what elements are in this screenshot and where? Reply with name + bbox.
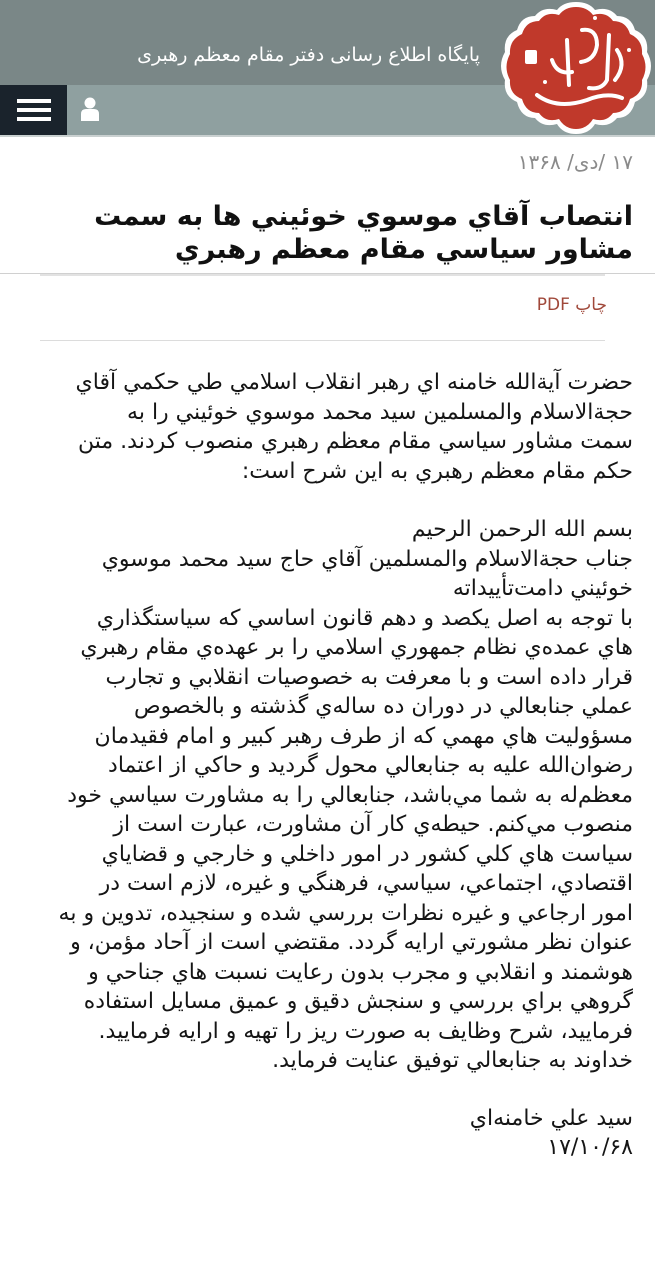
decree-paragraph xyxy=(13,515,633,1076)
header-divider xyxy=(0,135,655,137)
article-date: ۱۷ /دی/ ۱۳۶۸ xyxy=(517,150,633,174)
hamburger-menu-button[interactable] xyxy=(0,85,67,135)
intro-line: حجةالاسلام والمسلمين سيد محمد موسوي خوئيني را به xyxy=(127,399,633,425)
decree-line: مسؤوليت هاي مهمي كه از طرف رهبر كبير و امام فقيدمان xyxy=(94,723,633,749)
intro-line: حكم مقام معظم رهبري به اين شرح است: xyxy=(241,458,633,484)
signature-block xyxy=(13,1104,633,1163)
decree-line: معظم‌له به شما مي‌باشد، جنابعالي را به مشاورت سياسي خود xyxy=(67,782,633,808)
calligraphy-logo-icon xyxy=(497,0,655,135)
hamburger-line xyxy=(17,117,51,121)
hamburger-menu-icon xyxy=(17,99,51,103)
signature-date: ۱۷/۱۰/۶۸ xyxy=(547,1135,633,1160)
decree-line: بسم الله الرحمن الرحيم xyxy=(411,517,633,542)
decree-line: رضوان‌الله عليه به جنابعالي محول گرديد و حاكي از اعتماد xyxy=(108,753,633,778)
site-logo[interactable] xyxy=(497,0,655,135)
decree-line: اقتصادي، اجتماعي، سياسي، فرهنگي و غيره، لازم است در xyxy=(99,871,633,896)
title-divider-shadow xyxy=(40,274,605,276)
decree-line: جناب حجةالاسلام والمسلمين آقاي حاج سيد محمد موسوي xyxy=(101,546,633,572)
decree-line: فرماييد، شرح وظايف به صورت ريز را تهيه و ارايه فرماييد. xyxy=(98,1018,633,1044)
decree-line: گروهي براي بررسي و سنجش دقيق و عميق مسايل استفاده xyxy=(83,989,633,1014)
decree-line: عملي جنابعالي در دوران ده ساله‌ي گذشته و بالخصوص xyxy=(133,694,633,719)
decree-line: قرار داده است و با معرفت به خصوصيات انقلابي و تجارب xyxy=(105,664,633,690)
user-button[interactable] xyxy=(80,97,100,121)
print-divider xyxy=(40,340,605,341)
decree-line: با توجه به اصل يكصد و دهم قانون اساسي كه سياستگذاري xyxy=(96,605,633,631)
site-title[interactable]: پایگاه اطلاع رسانی دفتر مقام معظم رهبری xyxy=(137,44,480,66)
decree-line: سياست هاي كلي كشور در امور داخلي و خارجي و قضاياي xyxy=(101,841,633,867)
hamburger-line xyxy=(17,108,51,112)
user-icon xyxy=(80,97,100,121)
decree-line: امور ارجاعي و غيره نظرات بررسي شده و سنجيده، تدوين و به xyxy=(58,900,633,926)
decree-line: عنوان نظر مشورتي ارايه گردد. مقتضي است از آحاد مؤمن، و xyxy=(70,930,633,955)
decree-line: خداوند به جنابعالي توفيق عنايت فرمايد. xyxy=(272,1048,633,1073)
article-title: انتصاب آقاي موسوي خوئيني ها به سمت مشاور سياسي مقام معظم رهبري xyxy=(94,201,633,265)
intro-line: حضرت آيةالله خامنه اي رهبر انقلاب اسلامي طي حكمي آقاي xyxy=(75,370,633,395)
signature-name: سيد علي خامنه‌اي xyxy=(469,1105,633,1131)
decree-line: هوشمند و انقلابي و مجرب بدون رعايت نسبت هاي جناحي و xyxy=(88,959,633,985)
intro-paragraph xyxy=(13,368,633,486)
decree-line: خوئيني دامت‌تأييداته xyxy=(452,576,633,601)
article-body xyxy=(13,368,633,1163)
decree-line: منصوب مي‌كنم. حيطه‌ي كار آن مشاورت، عبارت است از xyxy=(113,812,633,837)
decree-line: هاي عمده‌ي نظام جمهوري اسلامي را بر عهده‌ي مقام رهبري xyxy=(80,635,633,660)
intro-line: سمت مشاور سياسي مقام معظم رهبري منصوب كردند. متن xyxy=(78,429,633,454)
print-pdf-link[interactable]: چاپ PDF xyxy=(536,295,607,315)
